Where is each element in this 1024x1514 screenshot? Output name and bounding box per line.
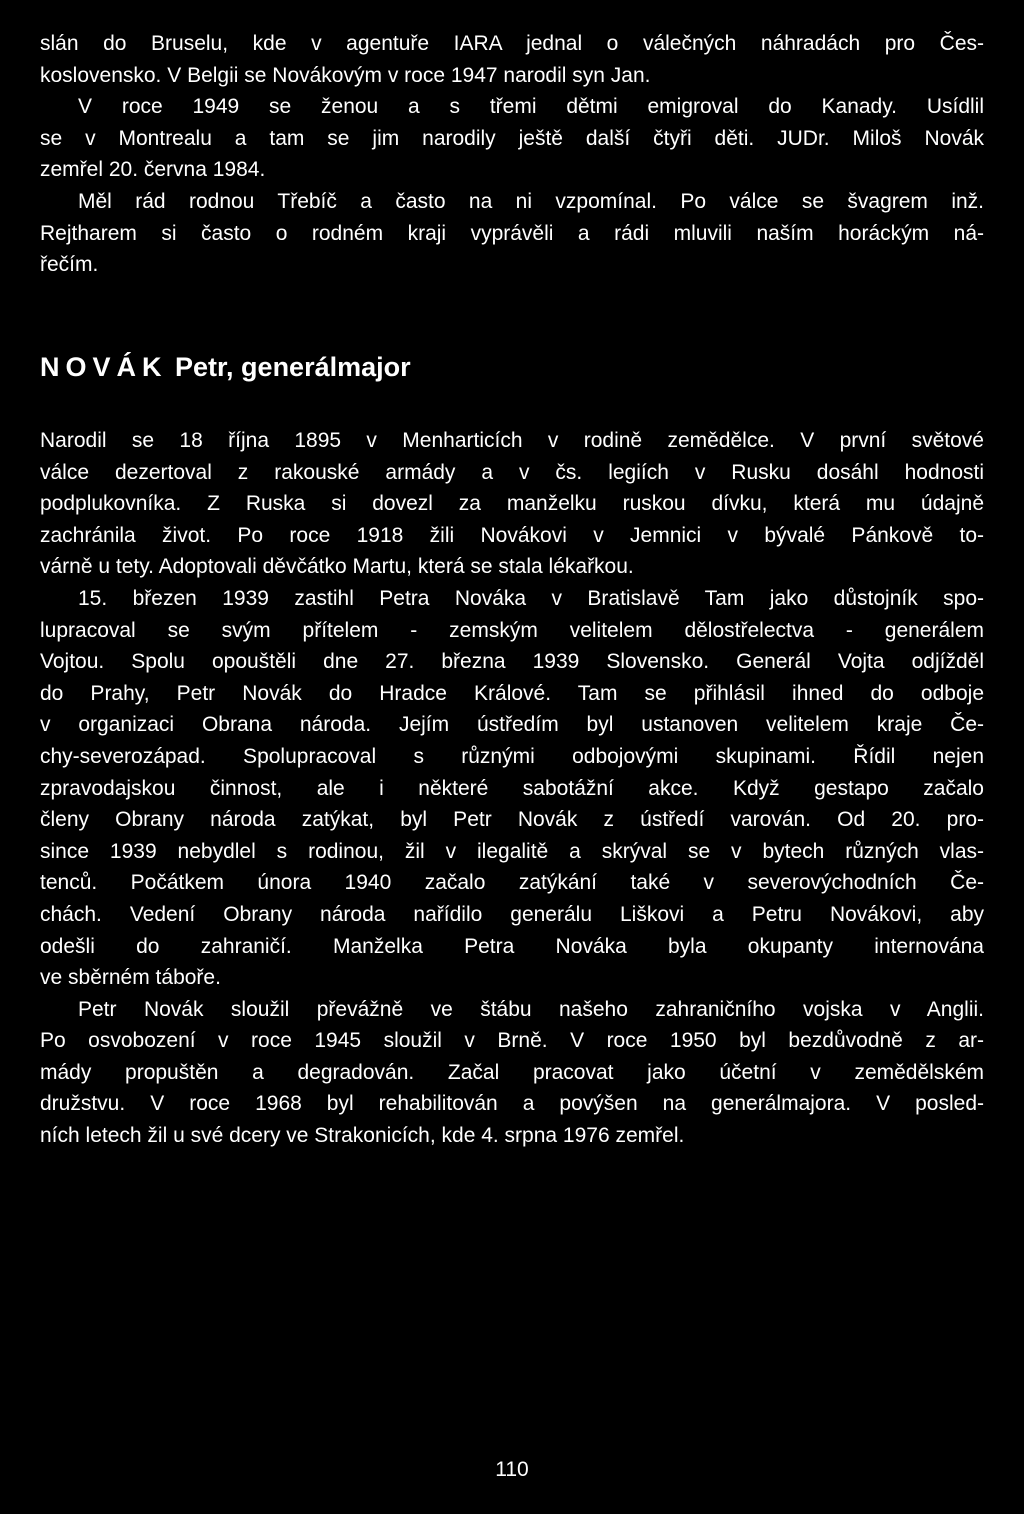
body-line: tenců. Počátkem února 1940 začalo zatýkání také v severovýchodních Če-	[40, 871, 984, 895]
body-line: chy-severozápad. Spolupracoval s různými odbojovými skupinami. Řídil nejen	[40, 744, 984, 768]
body-line: mády propuštěn a degradován. Začal pracovat jako účetní v zemědělském	[40, 1060, 984, 1084]
body-line: v organizaci Obrana národa. Jejím ústředím byl ustanoven velitelem kraje Če-	[40, 713, 984, 737]
body-line: odešli do zahraničí. Manželka Petra Nováka byla okupanty internována	[40, 934, 984, 958]
body-line: lupracoval se svým přítelem - zemským velitelem dělostřelectva - generálem	[40, 618, 984, 642]
heading-name-rank: Petr, generálmajor	[167, 352, 411, 382]
body-line: podplukovníka. Z Ruska si dovezl za manželku ruskou dívku, která mu údajně	[40, 492, 984, 516]
body-line: členy Obrany národa zatýkat, byl Petr Novák z ústředí varován. Od 20. pro-	[40, 808, 984, 832]
intro-line: koslovensko. V Belgii se Novákovým v roce 1947 narodil syn Jan.	[40, 63, 651, 87]
body-line: ních letech žil u své dcery ve Strakonicích, kde 4. srpna 1976 zemřel.	[40, 1124, 685, 1148]
intro-line: se v Montrealu a tam se jim narodily ještě další čtyři děti. JUDr. Miloš Novák	[40, 126, 984, 150]
body-line: Narodil se 18 října 1895 v Menharticích v rodině zemědělce. V první světové	[40, 429, 984, 452]
body-line: zpravodajskou činnost, ale i některé sabotážní akce. Když gestapo začalo	[40, 776, 984, 800]
body-line: zachránila život. Po roce 1918 žili Novákovi v Jemnici v bývalé Pánkově to-	[40, 523, 984, 547]
heading-surname: NOVÁK	[40, 352, 168, 382]
body-line: since 1939 nebydlel s rodinou, žil v ilegalitě a skrýval se v bytech různých vlas-	[40, 839, 984, 863]
intro-line: slán do Bruselu, kde v agentuře IARA jednal o válečných náhradách pro Čes-	[40, 32, 984, 55]
body-line: 15. březen 1939 zastihl Petra Nováka v Bratislavě Tam jako důstojník spo-	[78, 586, 984, 610]
intro-line: Měl rád rodnou Třebíč a často na ni vzpomínal. Po válce se švagrem inž.	[78, 189, 984, 213]
body-line: chách. Vedení Obrany národa nařídilo generálu Liškovi a Petru Novákovi, aby	[40, 902, 984, 926]
body-line: Vojtou. Spolu opouštěli dne 27. března 1939 Slovensko. Generál Vojta odjížděl	[40, 650, 984, 674]
body-line: válce dezertoval z rakouské armády a v čs. legiích v Rusku dosáhl hodnosti	[40, 460, 984, 484]
intro-paragraphs	[40, 28, 984, 281]
biography-body	[40, 425, 984, 1152]
intro-line: V roce 1949 se ženou a s třemi dětmi emigroval do Kanady. Usídlil	[78, 95, 984, 119]
page-number: 110	[495, 1458, 529, 1481]
intro-line: Rejtharem si často o rodném kraji vyprávěli a rádi mluvili naším horáckým ná-	[40, 221, 984, 245]
body-line: várně u tety. Adoptovali děvčátko Martu, která se stala lékařkou.	[40, 555, 634, 579]
entry-heading	[40, 352, 411, 383]
intro-line: zemřel 20. června 1984.	[40, 158, 266, 182]
body-line: Po osvobození v roce 1945 sloužil v Brně. V roce 1950 byl bezdůvodně z ar-	[40, 1029, 984, 1053]
body-line: ve sběrném táboře.	[40, 966, 221, 990]
intro-line: řečím.	[40, 253, 99, 277]
body-line: Petr Novák sloužil převážně ve štábu našeho zahraničního vojska v Anglii.	[78, 997, 984, 1021]
body-line: do Prahy, Petr Novák do Hradce Králové. Tam se přihlásil ihned do odboje	[40, 681, 984, 705]
body-line: družstvu. V roce 1968 byl rehabilitován a povýšen na generálmajora. V posled-	[40, 1092, 984, 1116]
